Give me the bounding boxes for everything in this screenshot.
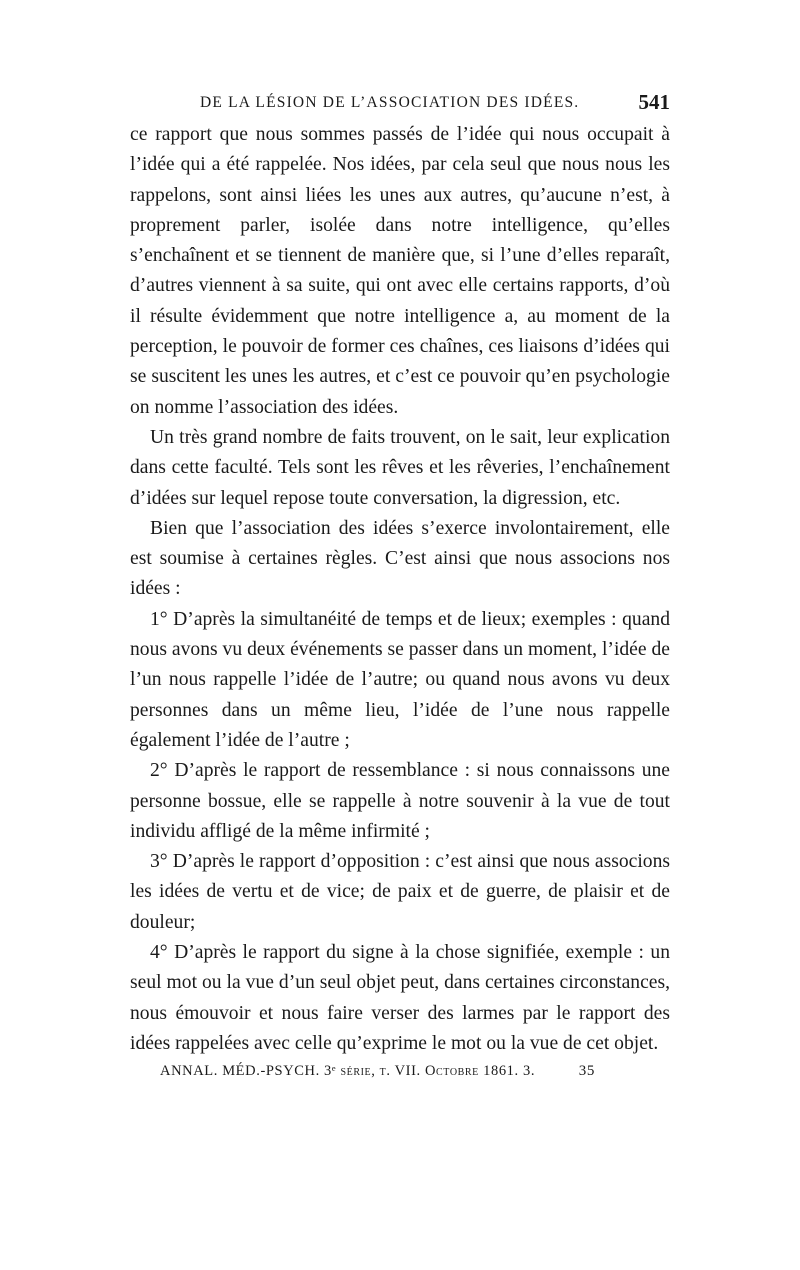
- list-item-2: 2° D’après le rapport de ressemblance : si nous connaissons une personne bossue, elle se rappelle à notre souvenir à la vue de tout individu affligé de la même infirmité ;: [130, 760, 670, 842]
- list-item-1: 1° D’après la simultanéité de temps et de lieux; exemples : quand nous avons vu deux événements se passer dans un moment, l’idée de l’un nous rappelle l’idée de l’autre; ou quand nous avons vu deux personnes dans un même lieu, l’idée de l’une nous rappelle également l’idée de l’autre ;: [130, 608, 670, 751]
- book-page: [130, 88, 670, 1087]
- running-head: [130, 88, 670, 120]
- journal-citation: ANNAL. MÉD.-PSYCH. 3ᵉ série, t. VII. Octobre 1861. 3.: [160, 1063, 536, 1080]
- signature-mark: 35: [578, 1063, 595, 1080]
- paragraph-3: Bien que l’association des idées s’exerce involontairement, elle est soumise à certaines règles. C’est ainsi que nous associons nos idées :: [130, 517, 670, 600]
- page-number: 541: [638, 90, 670, 114]
- body-text: [130, 120, 670, 1059]
- list-item-3: 3° D’après le rapport d’opposition : c’est ainsi que nous associons les idées de vertu et de vice; de paix et de guerre, de plaisir et de douleur;: [130, 851, 670, 933]
- paragraph-2: Un très grand nombre de faits trouvent, on le sait, leur explication dans cette faculté. Tels sont les rêves et les rêveries, l’enchaînement d’idées sur lequel repose toute conversation, la digression, etc.: [130, 426, 670, 509]
- running-title: DE LA LÉSION DE L’ASSOCIATION DES IDÉES.: [200, 94, 580, 111]
- list-item-4: 4° D’après le rapport du signe à la chose signifiée, exemple : un seul mot ou la vue d’un seul objet peut, dans certaines circonstances, nous émouvoir et nous faire verser des larmes par le rapport des idées rappelées avec celle qu’exprime le mot ou la vue de cet objet.: [130, 942, 670, 1054]
- footer-line: [130, 1063, 670, 1087]
- paragraph-1: ce rapport que nous sommes passés de l’idée qui nous occupait à l’idée qui a été rappelée. Nos idées, par cela seul que nous nous les rappelons, sont ainsi liées les unes aux autres, qu’aucune n’est, à proprement parler, isolée dans notre intelligence, qu’elles s’enchaînent et se tiennent de manière que, si l’une d’elles reparaît, d’autres viennent à sa suite, qui ont avec elle certains rapports, d’où il résulte évidemment que notre intelligence a, au moment de la perception, le pouvoir de former ces chaînes, ces liaisons d’idées qui se suscitent les unes les autres, et c’est ce pouvoir qu’en psychologie on nomme l’association des idées.: [130, 124, 670, 418]
